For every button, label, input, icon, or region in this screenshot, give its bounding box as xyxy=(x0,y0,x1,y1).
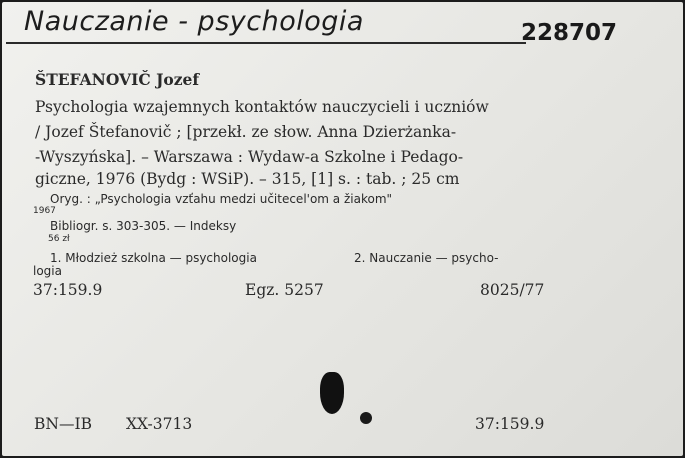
library-code: BN—IB xyxy=(34,415,92,433)
description-line-1: Psychologia wzajemnych kontaktów nauczycieli i uczniów xyxy=(35,98,489,116)
description-line-3: -Wyszyńska]. – Warszawa : Wydaw-a Szkolne i Pedago- xyxy=(35,148,464,166)
bibliography-note: Bibliogr. s. 303-305. — Indeksy xyxy=(50,219,237,233)
accession-number: 228707 xyxy=(520,20,617,46)
price: 56 zł xyxy=(48,234,70,244)
original-year: 1967 xyxy=(33,206,56,216)
ink-dot xyxy=(360,412,372,424)
ink-blot xyxy=(320,372,344,414)
catalog-card xyxy=(2,2,683,456)
author-name: ŠTEFANOVIČ Jozef xyxy=(35,70,200,89)
description-line-4: giczne, 1976 (Bydg : WSiP). – 315, [1] s. : tab. ; 25 cm xyxy=(35,170,460,188)
description-line-2: / Jozef Štefanovič ; [przekł. ze słow. Anna Dzierżanka- xyxy=(35,123,457,141)
subject-entry-2: 2. Nauczanie — psycho- xyxy=(354,251,499,265)
copy-number: Egz. 5257 xyxy=(245,281,324,299)
catalog-number: 8025/77 xyxy=(480,281,545,299)
classification-number: 37:159.9 xyxy=(33,281,103,299)
subject-heading: Nauczanie - psychologia xyxy=(24,6,364,37)
original-title: Oryg. : „Psychologia vzťahu medzi učitecel'om a žiakom" xyxy=(50,192,393,206)
subject-entry-2-continued: logia xyxy=(33,264,62,278)
subject-entry-1: 1. Młodzież szkolna — psychologia xyxy=(50,251,257,265)
heading-underline xyxy=(6,42,526,44)
bottom-classification: 37:159.9 xyxy=(475,415,545,433)
series-code: XX-3713 xyxy=(126,415,193,433)
